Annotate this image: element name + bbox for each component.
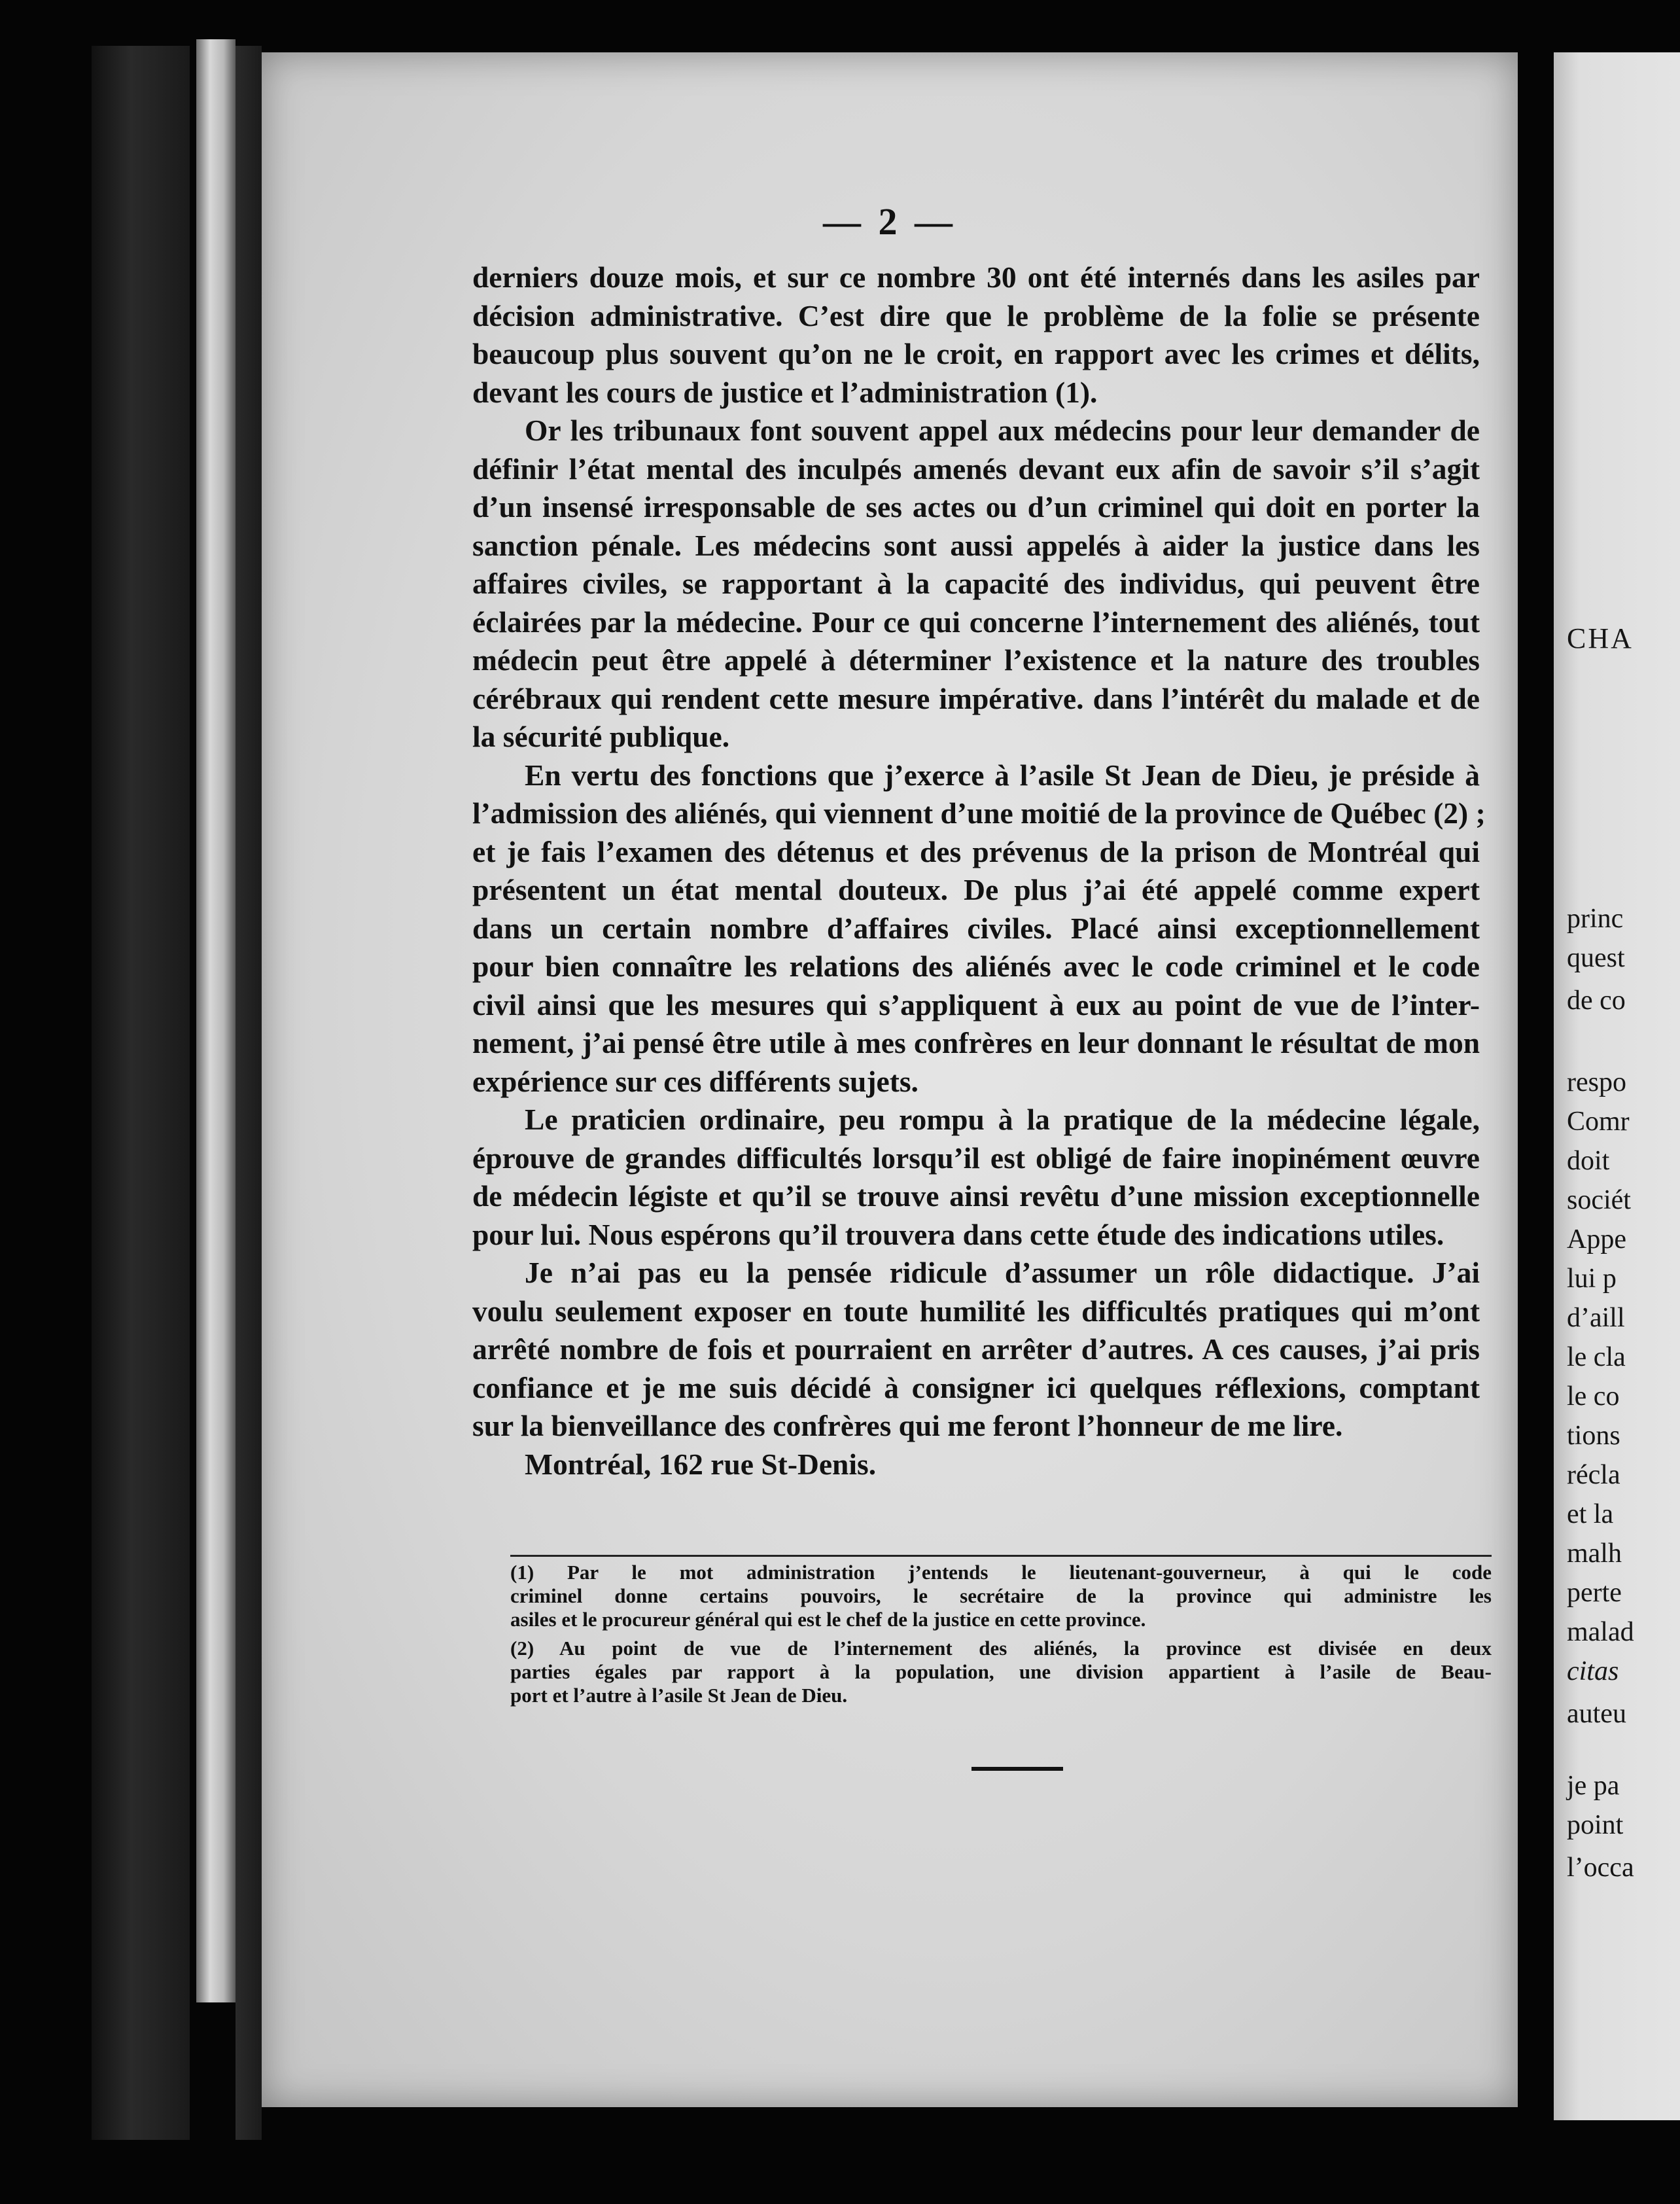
text-line: présentent un état mental douteux. De plus j’ai été appelé comme expert — [472, 873, 1480, 906]
end-rule — [971, 1767, 1063, 1771]
adjacent-page-fragment: Appe — [1567, 1224, 1626, 1254]
text-line: beaucoup plus souvent qu’on ne le croit, en rapport avec les crimes et délits, — [472, 337, 1480, 370]
text-line: de médecin légiste et qu’il se trouve ainsi revêtu d’une mission exceptionnelle — [472, 1179, 1480, 1213]
adjacent-page-fragment: sociét — [1567, 1185, 1631, 1215]
adjacent-page-fragment: citas — [1567, 1656, 1619, 1686]
adjacent-page-fragment: quest — [1567, 943, 1625, 973]
footnote-separator — [510, 1555, 1492, 1557]
footnote-line: criminel donne certains pouvoirs, le secrétaire de la province qui administre les — [510, 1584, 1492, 1607]
text-line: derniers douze mois, et sur ce nombre 30 ont été internés dans les asiles par — [472, 260, 1480, 294]
text-line: l’admission des aliénés, qui viennent d’une moitié de la province de Québec (2) ; — [472, 796, 1486, 830]
adjacent-page-fragment: respo — [1567, 1067, 1626, 1097]
adjacent-page-fragment: le cla — [1567, 1342, 1626, 1372]
paragraph — [472, 412, 1480, 756]
text-line: voulu seulement exposer en toute humilité les difficultés pratiques qui m’ont — [472, 1294, 1480, 1328]
adjacent-page-fragment: tions — [1567, 1421, 1620, 1451]
text-line: nement, j’ai pensé être utile à mes confrères en leur donnant le résultat de mon — [472, 1026, 1480, 1059]
signature-line: Montréal, 162 rue St-Denis. — [525, 1447, 877, 1481]
paragraph — [472, 258, 1480, 412]
text-line: décision administrative. C’est dire que le problème de la folie se présente — [472, 298, 1480, 332]
adjacent-page-fragment: lui p — [1567, 1264, 1617, 1294]
text-line: médecin peut être appelé à déterminer l’existence et la nature des troubles — [472, 643, 1480, 677]
text-line: pour bien connaître les relations des aliénés avec le code criminel et le code — [472, 950, 1480, 983]
adjacent-page-heading: CHA — [1567, 622, 1634, 654]
adjacent-page-fragment: je pa — [1567, 1771, 1620, 1801]
body-text — [472, 258, 1486, 1484]
footnote — [510, 1637, 1492, 1707]
book-edge-light — [196, 39, 236, 2002]
document-page — [262, 52, 1518, 2107]
text-line: expérience sur ces différents sujets. — [472, 1064, 919, 1098]
text-line: sur la bienveillance des confrères qui me feront l’honneur de me lire. — [472, 1409, 1343, 1442]
text-line: En vertu des fonctions que j’exerce à l’asile St Jean de Dieu, je préside à — [525, 758, 1480, 792]
text-line: Je n’ai pas eu la pensée ridicule d’assumer un rôle didactique. J’ai — [525, 1256, 1480, 1289]
adjacent-page-fragment: récla — [1567, 1460, 1620, 1490]
paragraph — [472, 1254, 1480, 1446]
adjacent-page — [1554, 52, 1680, 2120]
footnote-line: (2) Au point de vue de l’internement des aliénés, la province est divisée en deux — [510, 1637, 1492, 1660]
text-line: éprouve de grandes difficultés lorsqu’il est obligé de faire inopinément œuvre — [472, 1141, 1480, 1175]
adjacent-page-fragment: doit — [1567, 1146, 1610, 1176]
page-number: — 2 — — [823, 200, 956, 243]
text-line: d’un insensé irresponsable de ses actes ou d’un criminel qui doit en porter la — [472, 490, 1480, 524]
adjacent-page-fragment: Comr — [1567, 1107, 1630, 1137]
adjacent-page-fragment: auteu — [1567, 1699, 1626, 1729]
book-edge-dark — [92, 46, 190, 2140]
footnote-line: parties égales par rapport à la population, une division appartient à l’asile de Beau- — [510, 1660, 1492, 1683]
text-line: Le praticien ordinaire, peu rompu à la pratique de la médecine légale, — [525, 1103, 1480, 1136]
text-line: civil ainsi que les mesures qui s’appliquent à eux au point de vue de l’inter- — [472, 987, 1480, 1022]
text-line: sanction pénale. Les médecins sont aussi appelés à aider la justice dans les — [472, 528, 1480, 562]
adjacent-page-fragment: point — [1567, 1810, 1624, 1840]
text-line: arrêté nombre de fois et pourraient en arrêter d’autres. A ces causes, j’ai pris — [472, 1332, 1480, 1366]
book-gutter — [236, 46, 262, 2140]
text-line: affaires civiles, se rapportant à la capacité des individus, qui peuvent être — [472, 567, 1480, 600]
footnote-line: asiles et le procureur général qui est le chef de la justice en cette province. — [510, 1608, 1146, 1631]
text-line: définir l’état mental des inculpés amenés devant eux afin de savoir s’il s’agit — [472, 452, 1480, 486]
text-line: la sécurité publique. — [472, 720, 730, 753]
adjacent-page-fragment: le co — [1567, 1381, 1620, 1412]
text-line: et je fais l’examen des détenus et des prévenus de la prison de Montréal qui — [472, 834, 1480, 868]
adjacent-page-fragment: malad — [1567, 1617, 1634, 1647]
footnote — [510, 1561, 1492, 1631]
text-line: pour lui. Nous espérons qu’il trouvera dans cette étude des indications utiles. — [472, 1217, 1444, 1251]
adjacent-page-fragment: l’occa — [1567, 1853, 1634, 1883]
text-line: dans un certain nombre d’affaires civiles. Placé ainsi exceptionnellement — [472, 911, 1480, 945]
adjacent-page-fragment: et la — [1567, 1499, 1614, 1529]
paragraph — [472, 1101, 1480, 1254]
text-line: éclairées par la médecine. Pour ce qui concerne l’internement des aliénés, tout — [472, 605, 1480, 639]
adjacent-page-fragment: princ — [1567, 904, 1624, 934]
text-line: cérébraux qui rendent cette mesure impérative. dans l’intérêt du malade et de — [472, 681, 1480, 715]
paragraph — [472, 756, 1486, 1101]
footnotes — [510, 1561, 1492, 1713]
adjacent-page-fragment: d’aill — [1567, 1303, 1625, 1333]
adjacent-page-fragment: malh — [1567, 1538, 1622, 1569]
text-line: confiance et je me suis décidé à consigner ici quelques réflexions, comptant — [472, 1370, 1480, 1404]
adjacent-page-fragment: perte — [1567, 1578, 1622, 1608]
footnote-line: (1) Par le mot administration j’entends le lieutenant-gouverneur, à qui le code — [510, 1561, 1492, 1584]
adjacent-page-fragment: de co — [1567, 986, 1626, 1016]
footnote-line: port et l’autre à l’asile St Jean de Dieu. — [510, 1684, 848, 1707]
text-line: Or les tribunaux font souvent appel aux médecins pour leur demander de — [525, 414, 1480, 447]
text-line: devant les cours de justice et l’administration (1). — [472, 375, 1098, 409]
